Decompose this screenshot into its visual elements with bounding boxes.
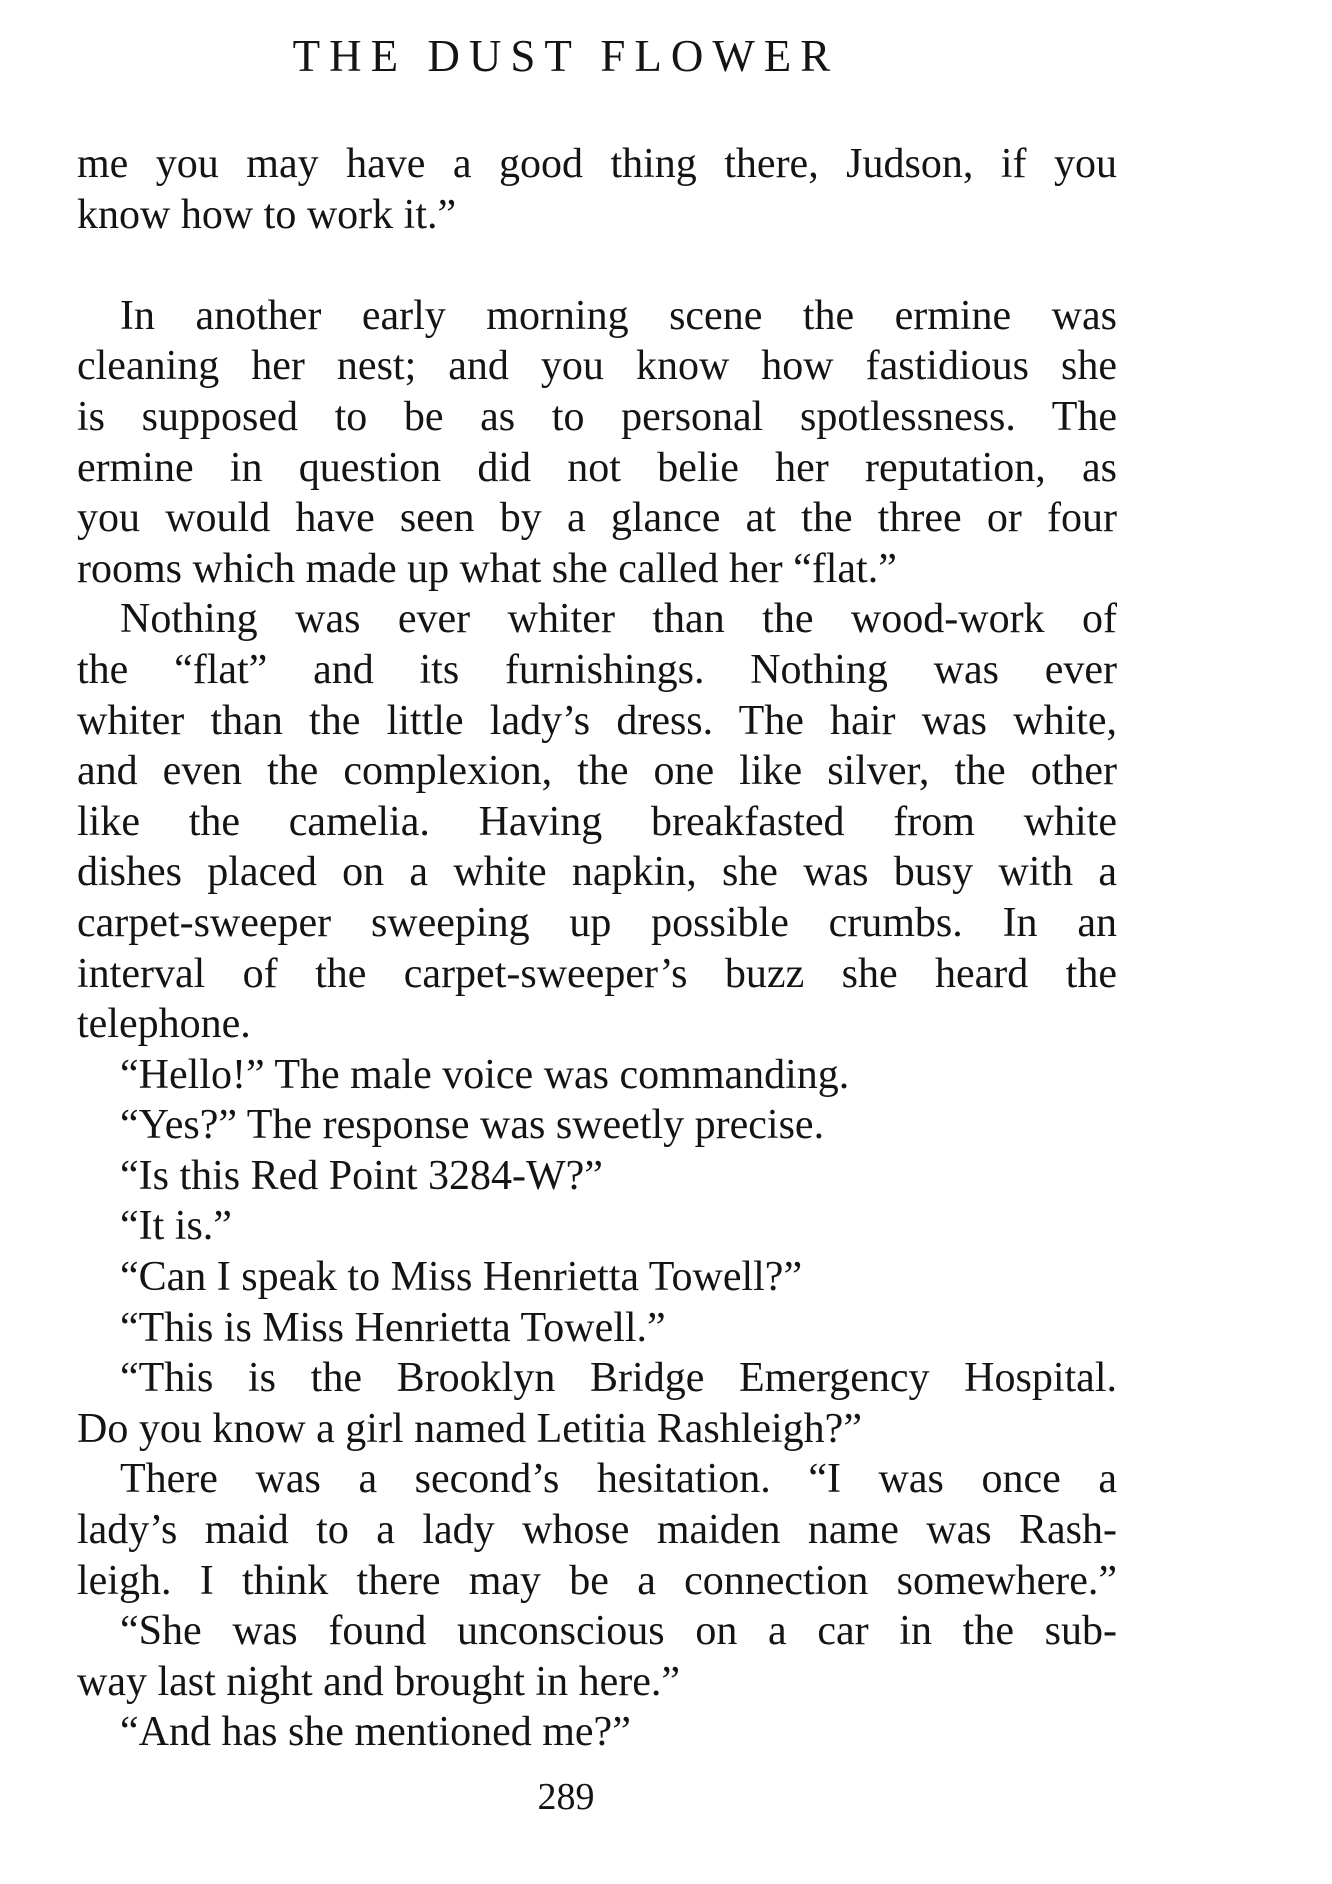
text-line: “This is the Brooklyn Bridge Emergency Hospital.	[120, 1355, 1117, 1402]
text-line: In another early morning scene the ermine was	[120, 292, 1117, 339]
text-line: like the camelia. Having breakfasted from white	[77, 798, 1117, 845]
text-line: “Hello!” The male voice was commanding.	[120, 1051, 850, 1098]
text-line: ermine in question did not belie her reputation, as	[77, 444, 1117, 491]
text-line: “Yes?” The response was sweetly precise.	[120, 1102, 825, 1149]
text-line: Do you know a girl named Letitia Rashleigh?”	[77, 1405, 862, 1452]
text-line: telephone.	[77, 1001, 251, 1048]
text-line: carpet-sweeper sweeping up possible crumbs. In an	[77, 899, 1117, 946]
page-number: 289	[537, 1776, 595, 1818]
section-break	[77, 240, 1117, 291]
text-line: Nothing was ever whiter than the wood-work of	[120, 596, 1117, 643]
text-line: cleaning her nest; and you know how fastidious she	[77, 343, 1117, 390]
text-line: “Can I speak to Miss Henrietta Towell?”	[120, 1254, 803, 1301]
text-line: dishes placed on a white napkin, she was busy with a	[77, 849, 1117, 896]
body-text	[77, 139, 1117, 1758]
text-line: rooms which made up what she called her “flat.”	[77, 545, 897, 592]
text-line: way last night and brought in here.”	[77, 1658, 681, 1705]
text-line: There was a second’s hesitation. “I was once a	[120, 1456, 1117, 1503]
text-line: you would have seen by a glance at the three or four	[77, 495, 1117, 542]
text-line: the “flat” and its furnishings. Nothing was ever	[77, 646, 1117, 693]
text-line: “This is Miss Henrietta Towell.”	[120, 1304, 666, 1351]
text-line: “It is.”	[120, 1203, 232, 1250]
text-line: know how to work it.”	[77, 191, 457, 238]
text-line: whiter than the little lady’s dress. The hair was white,	[77, 697, 1117, 744]
text-line: “And has she mentioned me?”	[120, 1709, 631, 1756]
text-line: leigh. I think there may be a connection somewhere.”	[77, 1557, 1117, 1604]
text-line: interval of the carpet-sweeper’s buzz she heard the	[77, 950, 1117, 997]
text-line: “She was found unconscious on a car in the sub-	[120, 1608, 1117, 1655]
text-line: lady’s maid to a lady whose maiden name was Rash-	[77, 1507, 1117, 1554]
text-line: is supposed to be as to personal spotlessness. The	[77, 393, 1117, 440]
text-line: “Is this Red Point 3284-W?”	[120, 1152, 603, 1199]
text-line: me you may have a good thing there, Judson, if you	[77, 141, 1117, 187]
text-line: and even the complexion, the one like silver, the other	[77, 748, 1117, 795]
running-head: THE DUST FLOWER	[292, 31, 840, 81]
